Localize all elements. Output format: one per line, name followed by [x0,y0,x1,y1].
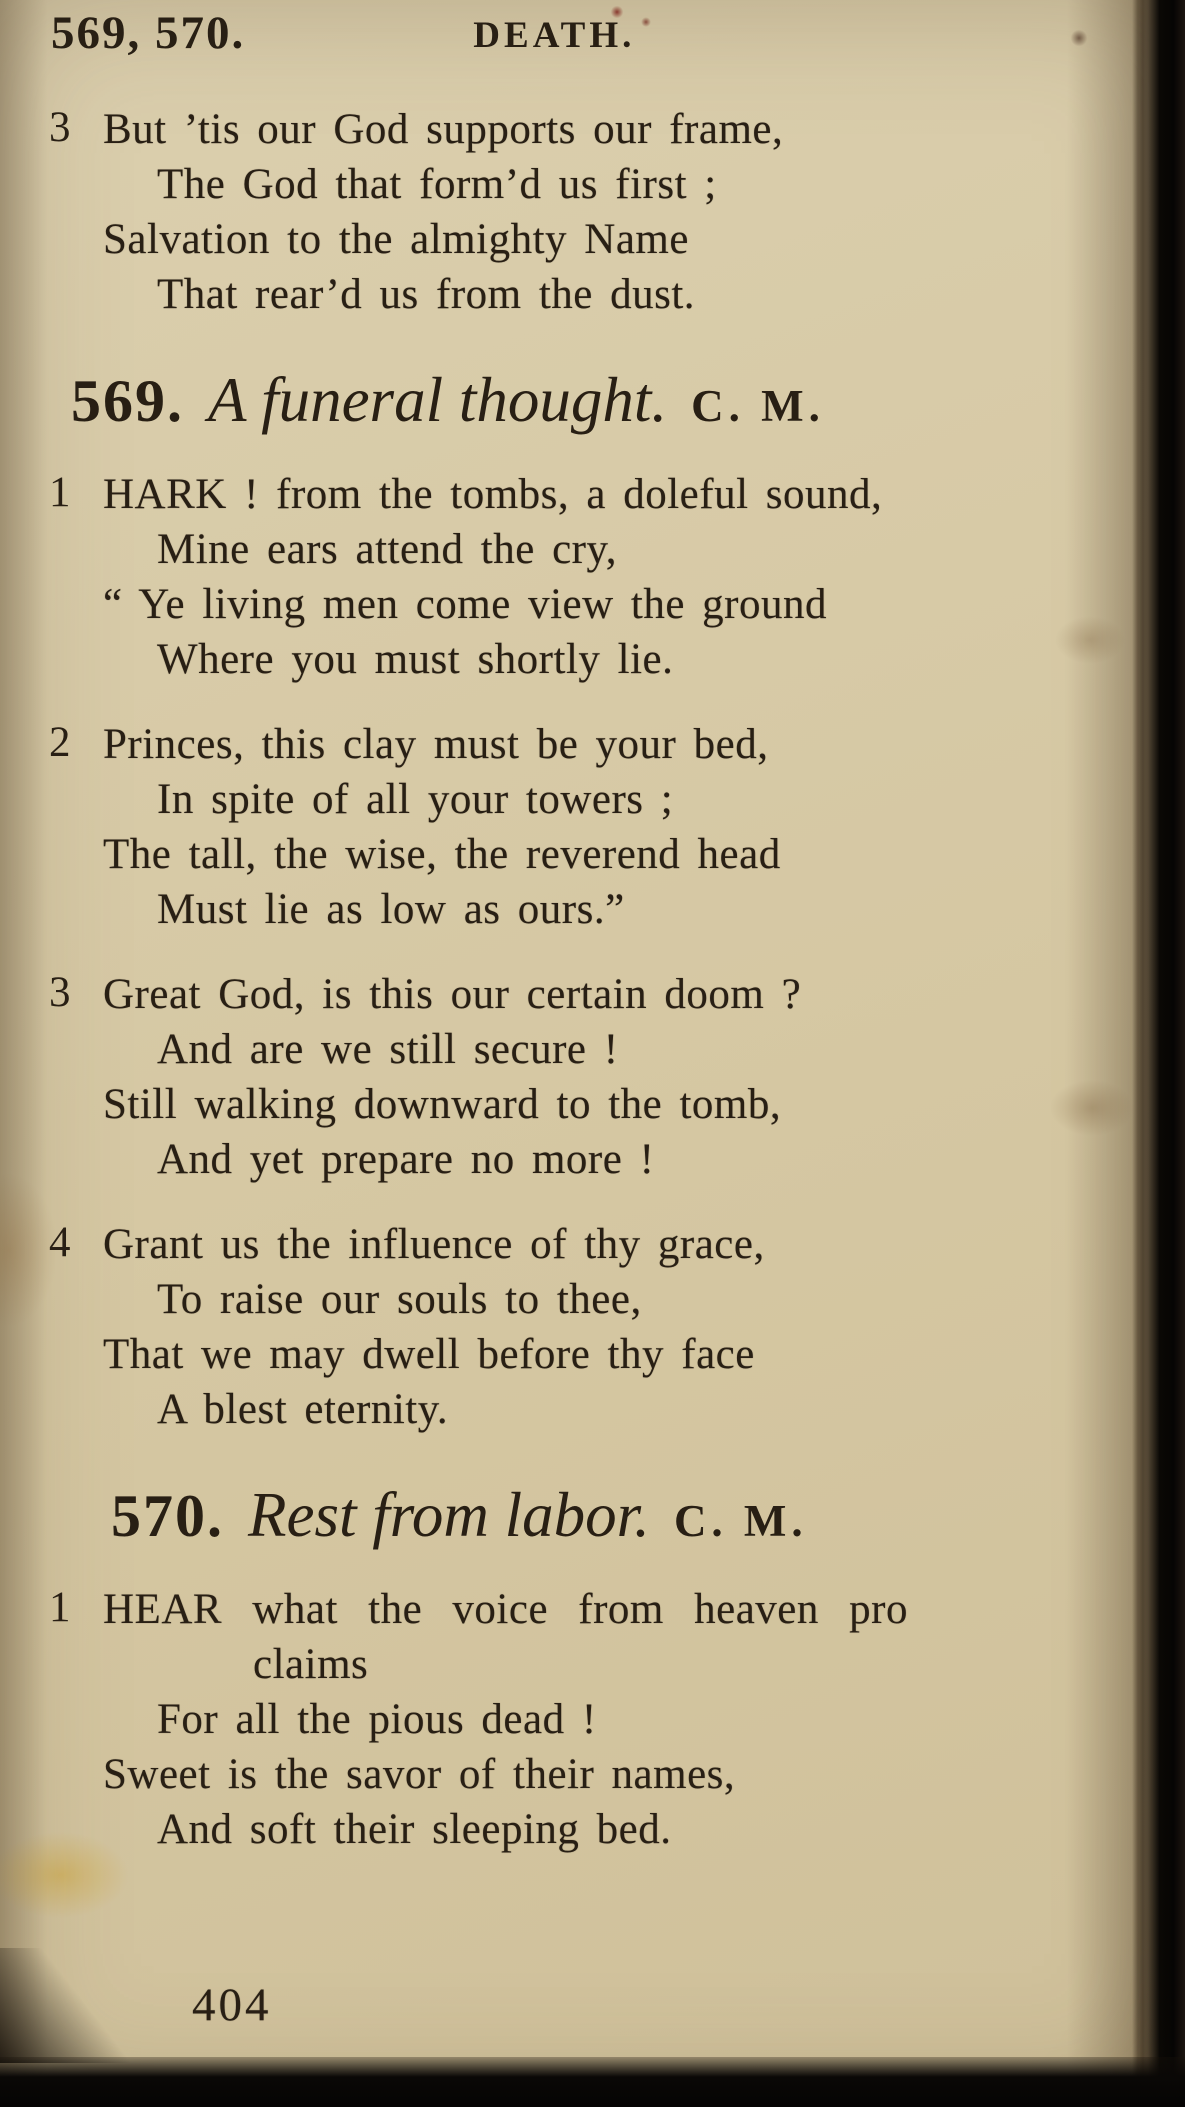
verse-number: 4 [49,1219,71,1266]
verse-line: HARK ! from the tombs, a doleful sound, [103,471,883,518]
verse-line: Still walking downward to the tomb, [103,1081,782,1128]
verse-line: Must lie as low as ours.” [157,886,625,933]
verse-number: 3 [49,104,71,151]
verse-line: Mine ears attend the cry, [157,526,617,573]
verse-line: “ Ye living men come view the ground [103,581,828,628]
verse-lines [103,1217,1125,1437]
hymn-title: Rest from labor. [248,1480,650,1550]
verse-line: And soft their sleeping bed. [157,1806,672,1853]
verse [49,967,1125,1187]
page-content [49,7,1125,1857]
verse-line: The God that form’d us first ; [157,161,717,208]
verse [49,1582,1125,1857]
verse-line: A blest eternity. [157,1386,449,1433]
verse [49,1217,1125,1437]
verse-line: HEAR what the voice from heaven pro [103,1586,908,1633]
page-header [51,7,1125,72]
header-section-title: DEATH. [473,15,636,56]
header-hymn-numbers: 569, 570. [51,7,246,59]
hymn-number: 570. [111,1483,224,1549]
verse-line: To raise our souls to thee, [157,1276,642,1323]
verse-line: Where you must shortly lie. [157,636,674,683]
right-edge-scan-border [1139,0,1185,2107]
verse-lines [103,967,1125,1187]
verse-line: Great God, is this our certain doom ? [103,971,802,1018]
verse-line: And are we still secure ! [157,1026,619,1073]
verse-line: But ’tis our God supports our frame, [103,106,784,153]
hymn-heading [71,364,1125,437]
hymn-meter: C. M. [673,1496,808,1546]
verse-line: For all the pious dead ! [157,1696,597,1743]
bottom-left-corner-shadow [0,1948,150,2063]
sections [49,102,1125,1857]
hymn-title: A funeral thought. [208,365,668,435]
verse-lines [103,467,1125,687]
page-number: 404 [192,1979,272,2031]
verse [49,717,1125,937]
hymn-heading [111,1479,1125,1552]
verse-number: 3 [49,969,71,1016]
verse-line: That rear’d us from the dust. [157,271,696,318]
verse-lines [103,1582,1125,1857]
bottom-edge-scan-border [0,2057,1185,2107]
verse [49,467,1125,687]
verse-line: Salvation to the almighty Name [103,216,689,263]
verse-line: Grant us the influence of thy grace, [103,1221,765,1268]
verse-line: The tall, the wise, the reverend head [103,831,781,878]
verse-line: That we may dwell before thy face [103,1331,755,1378]
verse-line: And yet prepare no more ! [157,1136,655,1183]
verse-line: Princes, this clay must be your bed, [103,721,769,768]
verse-number: 1 [49,1584,71,1631]
verse [49,102,1125,322]
verse-lines [103,717,1125,937]
hymn-meter: C. M. [691,381,825,431]
verse-number: 2 [49,719,71,766]
verse-lines [103,102,1125,322]
verse-line: Sweet is the savor of their names, [103,1751,736,1798]
verse-number: 1 [49,469,71,516]
hymn-number: 569. [71,368,184,434]
verse-line: In spite of all your towers ; [157,776,674,823]
verse-line: claims [253,1641,369,1688]
